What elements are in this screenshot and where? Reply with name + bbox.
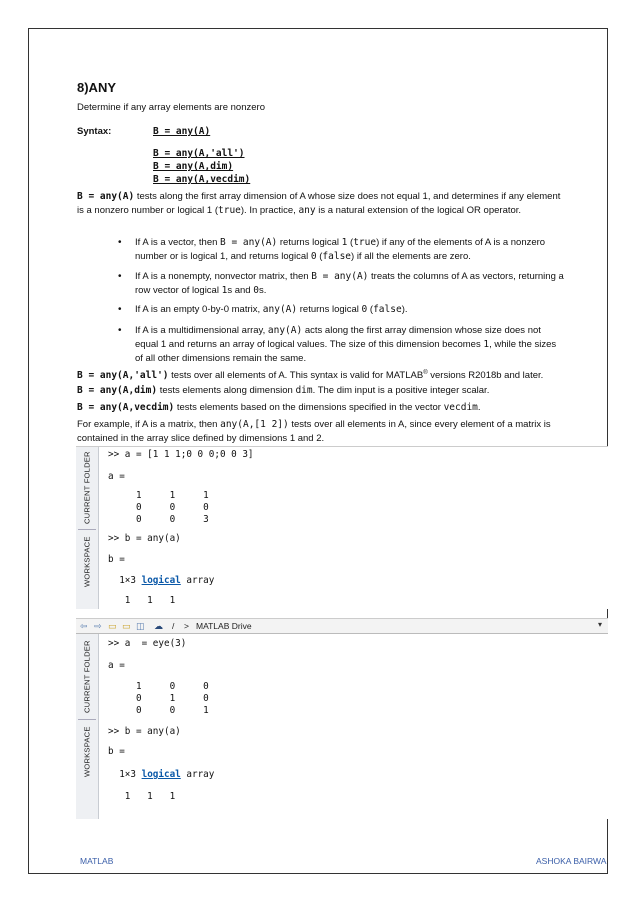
bullet-marker: •	[118, 237, 122, 248]
output-line: b =	[108, 554, 125, 565]
bullet-matrix: If A is a nonempty, nonvector matrix, then B = any(A) treats the columns of A as vectors, returning a row vector of logical 1s and 0s.	[135, 271, 564, 296]
output-line: 1 0 0	[108, 681, 209, 692]
command-line: >> b = any(a)	[108, 726, 181, 737]
syntax-line: B = any(A,vecdim)	[153, 174, 251, 185]
output-line: 0 0 3	[108, 514, 209, 525]
bullet-multidimensional: If A is a multidimensional array, any(A) acts along the first array dimension whose size does not equal 1 and returns an array of logical values. The size of this dimension becomes 1, while the sizes of all other dimensions remain the same.	[135, 325, 557, 364]
logical-doc-link[interactable]: logical	[141, 769, 181, 780]
command-line: >> a = eye(3)	[108, 638, 187, 649]
browse-icon[interactable]: ◫	[136, 621, 145, 631]
paragraph-any-all: B = any(A,'all') tests over all elements of A. This syntax is valid for MATLAB® versions R2018b and later.	[77, 370, 544, 382]
folder-icon[interactable]: ▭	[108, 621, 117, 631]
back-arrow-icon[interactable]: ⇦	[80, 621, 88, 631]
bullet-empty: If A is an empty 0-by-0 matrix, any(A) returns logical 0 (false).	[135, 304, 408, 315]
output-line: 1 1 1	[108, 791, 176, 802]
command-line: >> a = [1 1 1;0 0 0;0 0 3]	[108, 449, 254, 460]
path-separator: /	[172, 621, 175, 631]
syntax-line: B = any(A)	[153, 126, 211, 137]
chevron-down-icon[interactable]: ▾	[597, 620, 602, 629]
matlab-command-window-2	[76, 618, 608, 819]
folder-up-icon[interactable]: ▭	[122, 621, 131, 631]
bullet-marker: •	[118, 325, 122, 336]
tab-divider	[78, 529, 96, 530]
address-toolbar	[76, 619, 608, 634]
cloud-icon[interactable]: ☁	[154, 621, 163, 631]
tab-divider	[78, 719, 96, 720]
command-line: >> b = any(a)	[108, 533, 181, 544]
function-description: Determine if any array elements are nonzero	[77, 102, 265, 113]
output-line: 1×3 logical array	[108, 575, 215, 586]
output-line: b =	[108, 746, 125, 757]
paragraph-any-dim: B = any(A,dim) tests elements along dimension dim. The dim input is a positive integer scalar.	[77, 385, 490, 396]
output-line: 1 1 1	[108, 595, 176, 606]
footer-right: ASHOKA BAIRWA	[536, 856, 607, 866]
syntax-label: Syntax:	[77, 126, 112, 137]
output-line: a =	[108, 471, 125, 482]
inline-code: B = any(A)	[77, 191, 135, 202]
output-line: 1×3 logical array	[108, 769, 215, 780]
tab-current-folder[interactable]: CURRENT FOLDER	[82, 640, 92, 714]
footer-left: MATLAB	[80, 856, 114, 866]
matlab-command-window-1	[76, 446, 608, 609]
tab-workspace[interactable]: WORKSPACE	[82, 536, 92, 588]
tab-workspace[interactable]: WORKSPACE	[82, 726, 92, 778]
path-matlab-drive[interactable]: MATLAB Drive	[196, 621, 252, 631]
section-heading: 8)ANY	[77, 80, 117, 95]
paragraph-any-a: B = any(A) tests along the first array dimension of A whose size does not equal 1, and determines if any element is a nonzero number or logical 1 (true). In practice, any is a natural extension of the logical OR operator.	[77, 191, 561, 216]
bullet-vector: If A is a vector, then B = any(A) returns logical 1 (true) if any of the elements of A is a nonzero number or is logical 1, and returns logical 0 (false) if all the elements are zero.	[135, 237, 546, 262]
inline-code: any	[298, 205, 316, 216]
syntax-line: B = any(A,'all')	[153, 148, 245, 159]
output-line: a =	[108, 660, 125, 671]
inline-code: true	[218, 205, 241, 216]
path-arrow: >	[184, 621, 189, 631]
paragraph-example: For example, if A is a matrix, then any(A,[1 2]) tests over all elements in A, since every element of a matrix is contained in the array slice defined by dimensions 1 and 2.	[77, 419, 551, 444]
syntax-line: B = any(A,dim)	[153, 161, 234, 172]
output-line: 1 1 1	[108, 490, 209, 501]
bullet-marker: •	[118, 304, 122, 315]
logical-doc-link[interactable]: logical	[141, 575, 181, 586]
output-line: 0 0 1	[108, 705, 209, 716]
forward-arrow-icon[interactable]: ⇨	[94, 621, 102, 631]
paragraph-any-vecdim: B = any(A,vecdim) tests elements based on the dimensions specified in the vector vecdim.	[77, 402, 481, 413]
bullet-marker: •	[118, 271, 122, 282]
tab-current-folder[interactable]: CURRENT FOLDER	[82, 451, 92, 525]
output-line: 0 0 0	[108, 502, 209, 513]
output-line: 0 1 0	[108, 693, 209, 704]
